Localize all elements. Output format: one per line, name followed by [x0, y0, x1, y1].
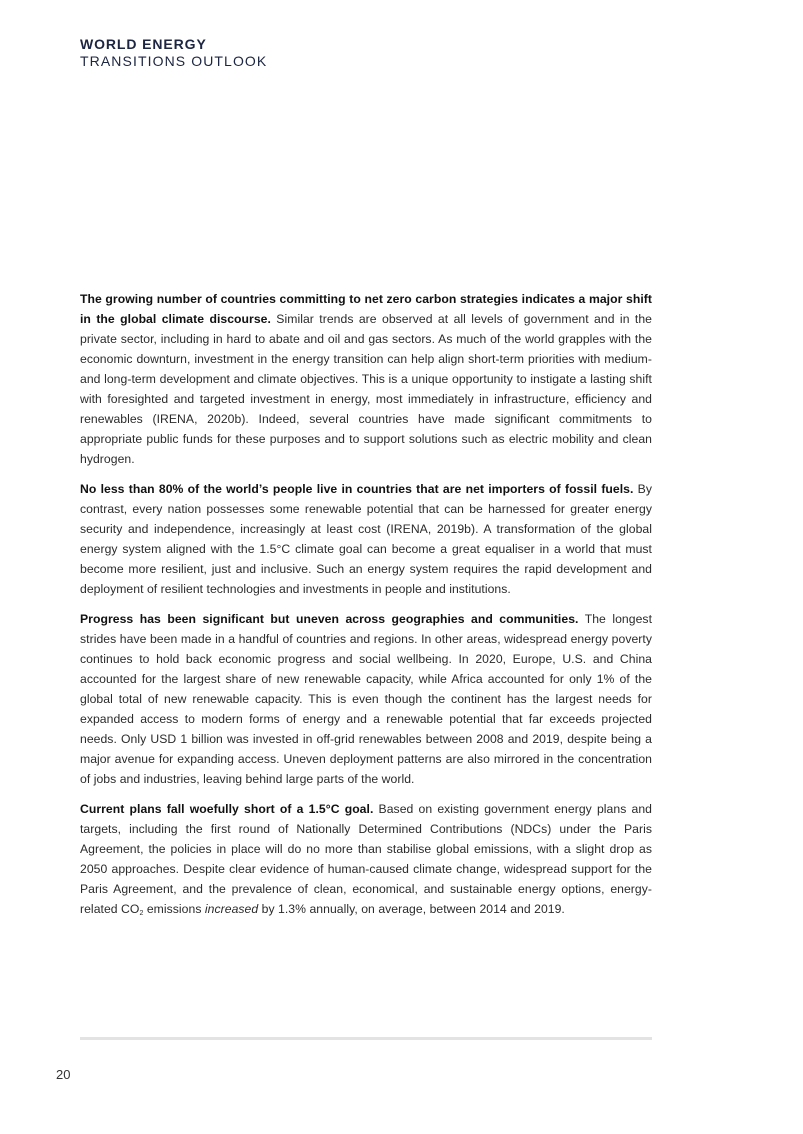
paragraph-net-zero — [80, 289, 652, 469]
body-text — [80, 289, 652, 929]
paragraph-uneven-progress — [80, 609, 652, 789]
report-title-line2: TRANSITIONS OUTLOOK — [80, 53, 268, 69]
emphasis-increased: increased — [204, 902, 259, 916]
page-number: 20 — [56, 1067, 71, 1082]
footer-divider — [80, 1037, 652, 1040]
report-title-line1: WORLD ENERGY — [80, 36, 207, 52]
paragraph-body: By contrast, every nation possesses some renewable potential that can be harnessed for greater energy security and independence, increasingly at least cost (IRENA, 2019b). A transformation of the global energy system aligned with the 1.5°C climate goal can become a great equaliser in a world that must become more resilient, just and inclusive. Such an energy system requires the rapid development and deployment of resilient technologies and investments in people and institutions. — [80, 482, 653, 596]
paragraph-lead: No less than 80% of the world’s people live in countries that are net importers of fossil fuels. — [80, 482, 634, 496]
report-header — [80, 36, 267, 70]
co2-subscript: 2 — [139, 910, 144, 917]
paragraph-lead: Progress has been significant but uneven across geographies and communities. — [80, 612, 579, 626]
paragraph-body-tail: by 1.3% annually, on average, between 2014 and 2019. — [258, 902, 565, 916]
paragraph-body: Similar trends are observed at all levels of government and in the private sector, including in hard to abate and oil and gas sectors. As much of the world grapples with the economic downturn, investment in the energy transition can help align short-term priorities with medium- and long-term development and climate objectives. This is a unique opportunity to instigate a lasting shift with foresighted and targeted investment in energy, most immediately in infrastructure, efficiency and renewables (IRENA, 2020b). Indeed, several countries have made significant commitments to appropriate public funds for these purposes and to support solutions such as electric mobility and clean hydrogen. — [80, 312, 652, 466]
paragraph-current-plans — [80, 799, 652, 919]
paragraph-body: The longest strides have been made in a handful of countries and regions. In other areas, widespread energy poverty continues to hold back economic progress and social wellbeing. In 2020, Europe, U.S. and China accounted for the largest share of new renewable capacity, while Africa accounted for only 1% of the global total of new renewable capacity. This is even though the continent has the largest needs for expanded access to modern forms of energy and a renewable potential that far exceeds projected needs. Only USD 1 billion was invested in off-grid renewables between 2008 and 2019, despite being a major avenue for expanding access. Uneven deployment patterns are also mirrored in the concentration of jobs and industries, leaving behind large parts of the world. — [80, 612, 653, 786]
paragraph-body: Based on existing government energy plans and targets, including the first round of Nationally Determined Contributions (NDCs) under the Paris Agreement, the policies in place will do no more than stabilise global emissions, with a slight drop as 2050 approaches. Despite clear evidence of human-caused climate change, widespread support for the Paris Agreement, and the prevalence of clean, economical, and sustainable energy options, energy-related CO — [80, 802, 652, 916]
paragraph-body-mid: emissions — [143, 902, 205, 916]
paragraph-fossil-importers — [80, 479, 652, 599]
paragraph-lead: Current plans fall woefully short of a 1.5°C goal. — [80, 802, 374, 816]
paragraph-lead: The growing number of countries committing to net zero carbon strategies indicates a major shift in the global climate discourse. — [80, 292, 652, 326]
